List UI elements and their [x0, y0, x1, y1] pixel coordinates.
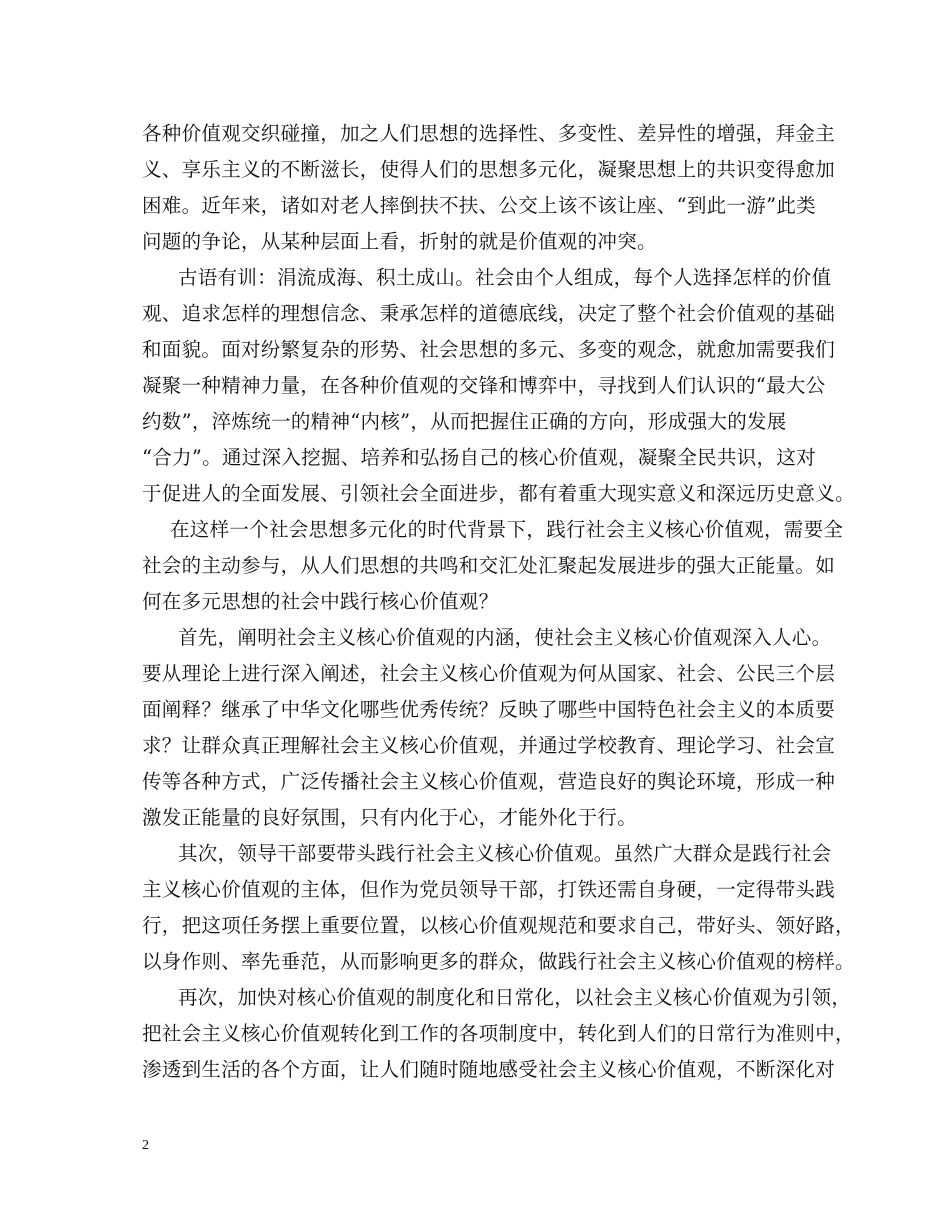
text-line: 何在多元思想的社会中践行核心价值观？	[142, 590, 499, 613]
text-line: 和面貌。面对纷繁复杂的形势、社会思想的多元、多变的观念，就愈加需要我们	[142, 338, 836, 361]
text-line: 义、享乐主义的不断滋长，使得人们的思想多元化，凝聚思想上的共识变得愈加	[142, 158, 836, 181]
text-line: 渗透到生活的各个方面，让人们随时随地感受社会主义核心价值观，不断深化对	[142, 1058, 836, 1081]
text-line: 各种价值观交织碰撞，加之人们思想的选择性、多变性、差异性的增强，拜金主	[142, 122, 836, 145]
text-line: 凝聚一种精神力量，在各种价值观的交锋和博弈中，寻找到人们认识的“最大公	[142, 374, 826, 397]
text-line: 社会的主动参与，从人们思想的共鸣和交汇处汇聚起发展进步的强大正能量。如	[142, 554, 836, 577]
text-line: 问题的争论，从某种层面上看，折射的就是价值观的冲突。	[142, 230, 657, 253]
text-line: 把社会主义核心价值观转化到工作的各项制度中，转化到人们的日常行为准则中，	[142, 1022, 855, 1045]
paragraph-first-line: 古语有训：涓流成海、积土成山。社会由个人组成，每个人选择怎样的价值	[178, 266, 832, 289]
paragraph-first-line: 首先，阐明社会主义核心价值观的内涵，使社会主义核心价值观深入人心。	[178, 626, 832, 649]
text-line: 求？让群众真正理解社会主义核心价值观，并通过学校教育、理论学习、社会宣	[142, 734, 836, 757]
text-line: 行，把这项任务摆上重要位置，以核心价值观规范和要求自己，带好头、领好路，	[142, 914, 855, 937]
text-line: 以身作则、率先垂范，从而影响更多的群众，做践行社会主义核心价值观的榜样。	[142, 950, 855, 973]
text-line: “合力”。通过深入挖掘、培养和弘扬自己的核心价值观，凝聚全民共识，这对	[142, 446, 816, 469]
paragraph-first-line: 其次，领导干部要带头践行社会主义核心价值观。虽然广大群众是践行社会	[178, 842, 832, 865]
paragraph-first-line: 在这样一个社会思想多元化的时代背景下，践行社会主义核心价值观，需要全	[170, 518, 844, 541]
text-line: 要从理论上进行深入阐述，社会主义核心价值观为何从国家、社会、公民三个层	[142, 662, 836, 685]
text-line: 面阐释？继承了中华文化哪些优秀传统？反映了哪些中国特色社会主义的本质要	[142, 698, 836, 721]
text-line: 困难。近年来，诸如对老人摔倒扶不扶、公交上该不该让座、“到此一游”此类	[142, 194, 816, 217]
text-line: 激发正能量的良好氛围，只有内化于心，才能外化于行。	[142, 806, 638, 829]
text-line: 传等各种方式，广泛传播社会主义核心价值观，营造良好的舆论环境，形成一种	[142, 770, 836, 793]
paragraph-first-line: 再次，加快对核心价值观的制度化和日常化，以社会主义核心价值观为引领，	[178, 986, 852, 1009]
page-number: 2	[142, 1138, 149, 1153]
text-line: 观、追求怎样的理想信念、秉承怎样的道德底线，决定了整个社会价值观的基础	[142, 302, 836, 325]
text-line: 于促进人的全面发展、引领社会全面进步，都有着重大现实意义和深远历史意义。	[142, 482, 855, 505]
text-line: 主义核心价值观的主体，但作为党员领导干部，打铁还需自身硬，一定得带头践	[142, 878, 836, 901]
text-line: 约数”，淬炼统一的精神“内核”，从而把握住正确的方向，形成强大的发展	[142, 410, 787, 433]
body-text	[142, 116, 855, 1088]
